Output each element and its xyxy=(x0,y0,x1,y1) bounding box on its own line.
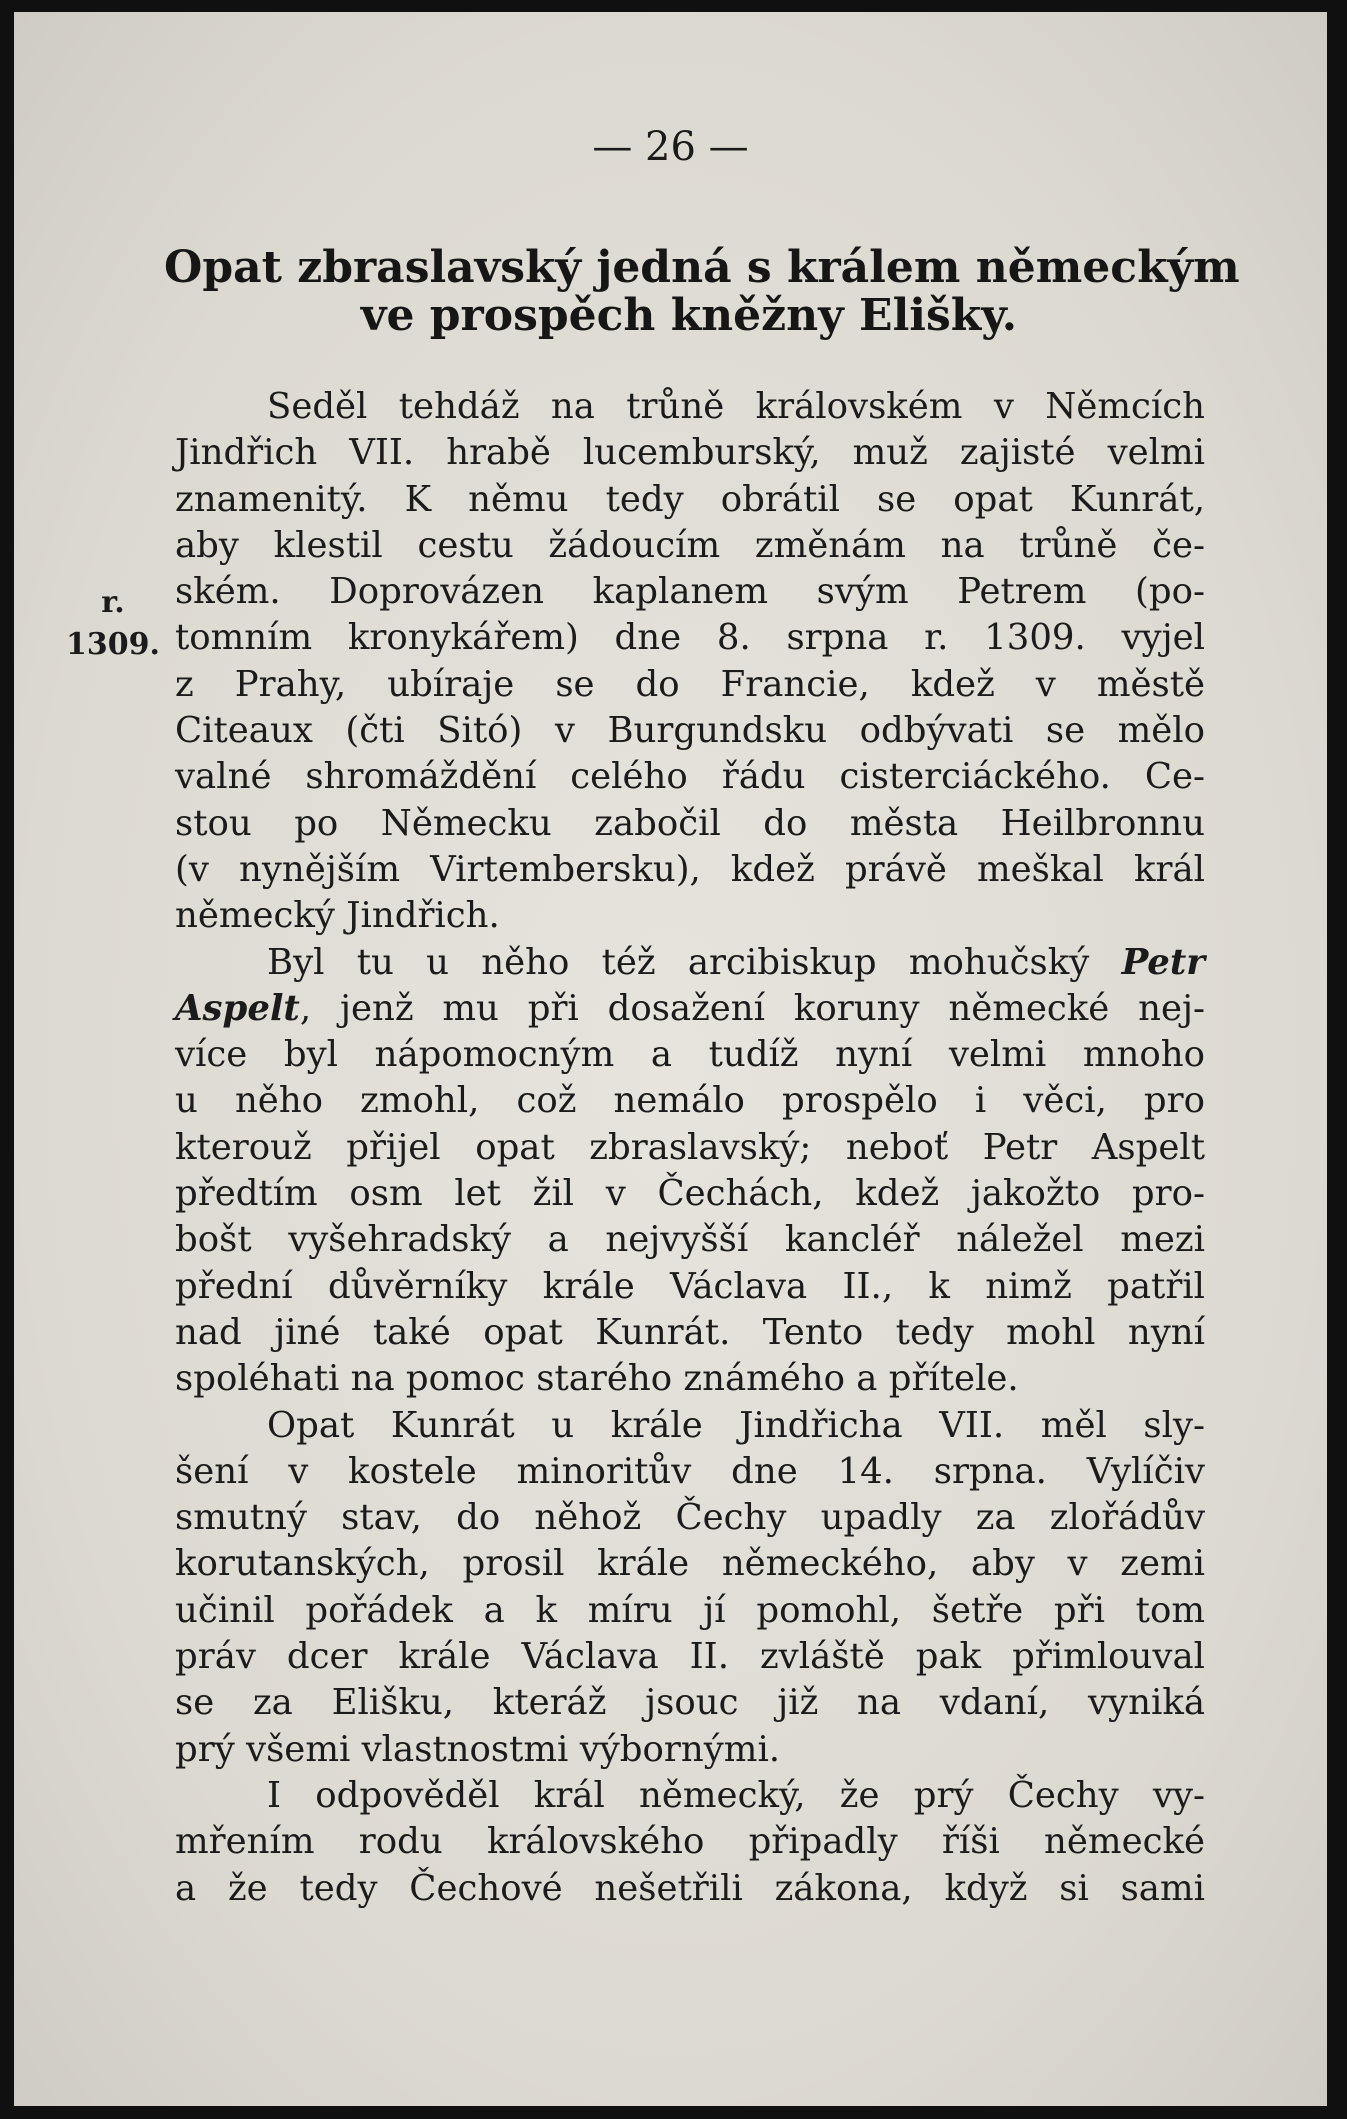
line-text: stou po Německu zabočil do města Heilbronnu xyxy=(175,802,1205,844)
body-text xyxy=(175,384,1205,1912)
line-text: ském. Doprovázen kaplanem svým Petrem (po- xyxy=(175,571,1205,613)
text-line xyxy=(175,1078,1205,1124)
line-text: z Prahy, ubíraje se do Francie, kdež v městě xyxy=(175,663,1205,705)
margin-year-note xyxy=(66,582,160,666)
text-line xyxy=(175,477,1205,523)
line-text: šení v kostele minoritův dne 14. srpna. Vylíčiv xyxy=(175,1450,1205,1492)
line-text: bošt vyšehradský a nejvyšší kancléř náležel mezi xyxy=(175,1219,1205,1261)
text-line xyxy=(175,1032,1205,1078)
line-text: nad jiné také opat Kunrát. Tento tedy mohl nyní xyxy=(175,1311,1205,1353)
text-line xyxy=(175,1356,1205,1402)
line-text: mřením rodu královského připadly říši německé xyxy=(175,1821,1205,1863)
margin-note-line: r. xyxy=(101,585,125,620)
line-text: předtím osm let žil v Čechách, kdež jakožto pro- xyxy=(175,1173,1205,1215)
text-line xyxy=(175,1634,1205,1680)
line-text: znamenitý. K němu tedy obrátil se opat Kunrát, xyxy=(175,478,1205,520)
text-line xyxy=(175,662,1205,708)
line-text: učinil pořádek a k míru jí pomohl, šetře při tom xyxy=(175,1589,1205,1631)
text-line xyxy=(175,708,1205,754)
line-text: přední důvěrníky krále Václava II., k nimž patřil xyxy=(175,1265,1205,1307)
text-line xyxy=(175,1773,1205,1819)
text-line xyxy=(175,1217,1205,1263)
text-line xyxy=(175,1866,1205,1912)
line-text: u něho zmohl, což nemálo prospělo i věci, pro xyxy=(175,1080,1205,1122)
chapter-title-line: Opat zbraslavský jedná s králem německým xyxy=(164,242,1240,293)
line-text: práv dcer krále Václava II. zvláště pak přimlouval xyxy=(175,1636,1205,1678)
line-text: kterouž přijel opat zbraslavský; neboť Petr Aspelt xyxy=(175,1126,1205,1168)
line-text: se za Elišku, kteráž jsouc již na vdaní, vyniká xyxy=(175,1682,1205,1724)
line-text: Seděl tehdáž na trůně královském v Němcích xyxy=(267,386,1205,427)
chapter-title xyxy=(164,242,1240,341)
line-text: prý všemi vlastnostmi výbornými. xyxy=(175,1728,781,1770)
line-text: Opat Kunrát u krále Jindřicha VII. měl sly- xyxy=(267,1404,1205,1446)
italic-name: Petr xyxy=(1121,941,1205,983)
text-line xyxy=(175,1819,1205,1865)
chapter-title-line: ve prospěch kněžny Elišky. xyxy=(360,290,1018,341)
line-text: I odpověděl král německý, že prý Čechy vy- xyxy=(267,1774,1205,1816)
text-line xyxy=(175,615,1205,661)
text-line xyxy=(175,754,1205,800)
italic-name: Aspelt xyxy=(175,987,300,1029)
page-number: — 26 — xyxy=(592,124,749,170)
line-text: Byl tu u něho též arcibiskup mohučský xyxy=(267,941,1090,983)
line-text: spoléhati na pomoc starého známého a přítele. xyxy=(175,1358,1019,1400)
line-text: tomním kronykářem) dne 8. srpna r. 1309. vyjel xyxy=(175,617,1205,659)
margin-note-line: 1309. xyxy=(66,627,160,662)
line-text: smutný stav, do něhož Čechy upadly za zlořádův xyxy=(175,1497,1205,1539)
text-line xyxy=(175,1541,1205,1587)
text-line xyxy=(175,940,1205,986)
text-line xyxy=(175,1680,1205,1726)
text-line xyxy=(175,1171,1205,1217)
line-text: a že tedy Čechové nešetřili zákona, když si sami xyxy=(175,1867,1205,1909)
line-text: (v nynějším Virtembersku), kdež právě meškal král xyxy=(175,848,1205,890)
line-text: německý Jindřich. xyxy=(175,895,500,937)
text-line xyxy=(175,523,1205,569)
text-line xyxy=(175,1125,1205,1171)
line-text: více byl nápomocným a tudíž nyní velmi mnoho xyxy=(175,1034,1205,1076)
text-line xyxy=(175,569,1205,615)
text-line xyxy=(175,1264,1205,1310)
text-line xyxy=(175,384,1205,430)
book-page xyxy=(14,12,1327,2106)
text-line xyxy=(175,1495,1205,1541)
text-line xyxy=(175,1588,1205,1634)
text-line xyxy=(175,801,1205,847)
line-text: korutanských, prosil krále německého, aby v zemi xyxy=(175,1543,1205,1585)
text-line xyxy=(175,1403,1205,1449)
line-text: valné shromáždění celého řádu cisterciáckého. Ce- xyxy=(175,756,1205,798)
text-line xyxy=(175,1449,1205,1495)
text-line xyxy=(175,986,1205,1032)
text-line xyxy=(175,1727,1205,1773)
text-line xyxy=(175,430,1205,476)
line-text: , jenž mu při dosažení koruny německé nej- xyxy=(299,987,1205,1029)
line-text: Citeaux (čti Sitó) v Burgundsku odbývati se mělo xyxy=(175,710,1205,752)
line-text: Jindřich VII. hrabě lucemburský, muž zajisté velmi xyxy=(175,432,1205,474)
text-line xyxy=(175,893,1205,939)
line-text: aby klestil cestu žádoucím změnám na trůně če- xyxy=(175,524,1205,566)
text-line xyxy=(175,847,1205,893)
text-line xyxy=(175,1310,1205,1356)
